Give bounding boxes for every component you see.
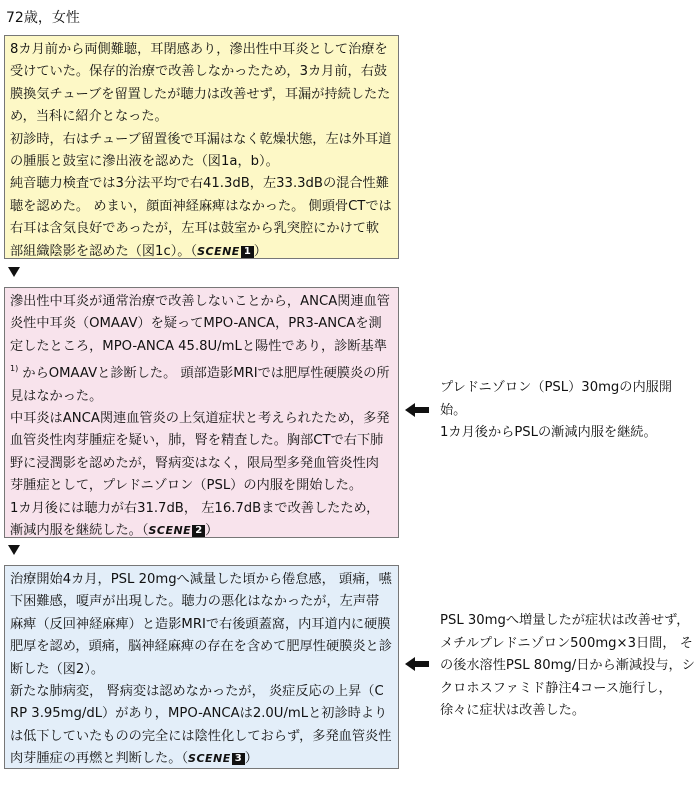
scene-3-open-paren: （ <box>181 751 189 767</box>
side-note-1 <box>440 377 692 445</box>
scene-3-label: SCENE <box>188 752 231 766</box>
scene-1-paragraph-3-text: 純音聴力検査では3分法平均で右41.3dB，左33.3dBの混合性難聴を認めた。 めまい，顔面神経麻痺はなかった。 側頭骨CTでは右耳は含気良好であったが，左耳は鼓室から乳突腔にかけて軟部組織陰影を認めた（図1c）。 <box>10 176 392 259</box>
scene-3-number-badge: 3 <box>232 753 245 765</box>
scene-1-number-badge: 1 <box>241 246 254 258</box>
side-note-1-text: プレドニゾロン（PSL）30mgの内服開始。 1カ月後からPSLの漸減内服を継続。 <box>440 380 673 441</box>
scene-2-paragraph-3 <box>10 498 392 543</box>
left-arrow-icon <box>405 403 429 417</box>
scene-1-label: SCENE <box>197 244 240 258</box>
scene-1-paragraph-3 <box>10 173 392 263</box>
scene-2-number-badge: 2 <box>192 525 205 537</box>
scene-3-paragraph-1: 治療開始4カ月，PSL 20mgへ減量した頃から倦怠感， 頭痛，嚥下困難感，嗄声が出現した。聴力の悪化はなかったが，左声帯麻痺（反回神経麻痺）と造影MRIで右後頭蓋窩，内耳道内に硬膜肥厚を認め，頭痛，脳神経麻痺の存在を含めて肥厚性硬膜炎と診断した（図2）。 <box>10 572 392 677</box>
scene-2-paragraph-1-text-cont: からOMAAVと診断した。 頭部造影MRIでは肥厚性硬膜炎の所見はなかった。 <box>10 366 390 404</box>
scene-2-close-paren: ） <box>205 523 219 539</box>
scene-2-paragraph-2: 中耳炎はANCA関連血管炎の上気道症状と考えられたため，多発血管炎性肉芽腫症を疑い，肺，腎を精査した。胸部CTで右下肺野に浸潤影を認めたが，腎病変はなく，限局型多発血管炎性肉芽腫症として，プレドニゾロン（PSL）の内服を開始した。 <box>10 411 390 494</box>
scene-3-paragraph-2-text: 新たな肺病変， 腎病変は認めなかったが， 炎症反応の上昇（CRP 3.95mg/dL）があり，MPO-ANCAは2.0U/mLと初診時よりは低下していたものの完全には陰性化しておらず，多発血管炎性肉芽腫症の再燃と判断した。 <box>10 684 392 767</box>
down-arrow-icon <box>8 267 20 277</box>
scene-1-close-paren: ） <box>253 243 267 259</box>
scene-2-paragraph-1-text: 滲出性中耳炎が通常治療で改善しないことから，ANCA関連血管炎性中耳炎（OMAAV）を疑ってMPO-ANCA，PR3-ANCAを測定したところ，MPO-ANCA 45.8U/mLと陽性であり，診断基準 <box>10 294 390 354</box>
scene-2-paragraph-1 <box>10 291 392 408</box>
down-arrow-icon <box>8 545 20 555</box>
reference-superscript: 1) <box>10 364 19 374</box>
scene-2-paragraph-3-text: 1カ月後には聴力が右31.7dB， 左16.7dBまで改善したため，漸減内服を継続した。 <box>10 500 380 539</box>
scene-1-box <box>4 35 399 259</box>
left-arrow-icon <box>405 657 429 671</box>
scene-2-open-paren: （ <box>141 523 149 539</box>
scene-3-close-paren: ） <box>244 751 258 767</box>
scene-1-paragraph-2: 初診時，右はチューブ留置後で耳漏はなく乾燥状態，左は外耳道の腫脹と鼓室に滲出液を認めた（図1a，b）。 <box>10 131 392 170</box>
scene-2-label: SCENE <box>148 524 192 538</box>
scene-2-box <box>4 287 399 538</box>
scene-1-open-paren: （ <box>190 243 198 259</box>
side-note-2: PSL 30mgへ増量したが症状は改善せず，メチルプレドニゾロン500mg×3日間， その後水溶性PSL 80mg/日から漸減投与，シクロホスファミド静注4コース施行し，徐々に症状は改善した。 <box>440 613 695 719</box>
scene-1-paragraph-1: 8カ月前から両側難聴，耳閉感あり，滲出性中耳炎として治療を受けていた。保存的治療で改善しなかったため，3カ月前，右鼓膜換気チューブを留置したが聴力は改善せず，耳漏が持続したため，当科に紹介となった。 <box>10 42 391 125</box>
patient-header: 72歳，女性 <box>6 10 80 26</box>
scene-3-paragraph-2 <box>10 681 392 771</box>
scene-3-box <box>4 565 399 769</box>
